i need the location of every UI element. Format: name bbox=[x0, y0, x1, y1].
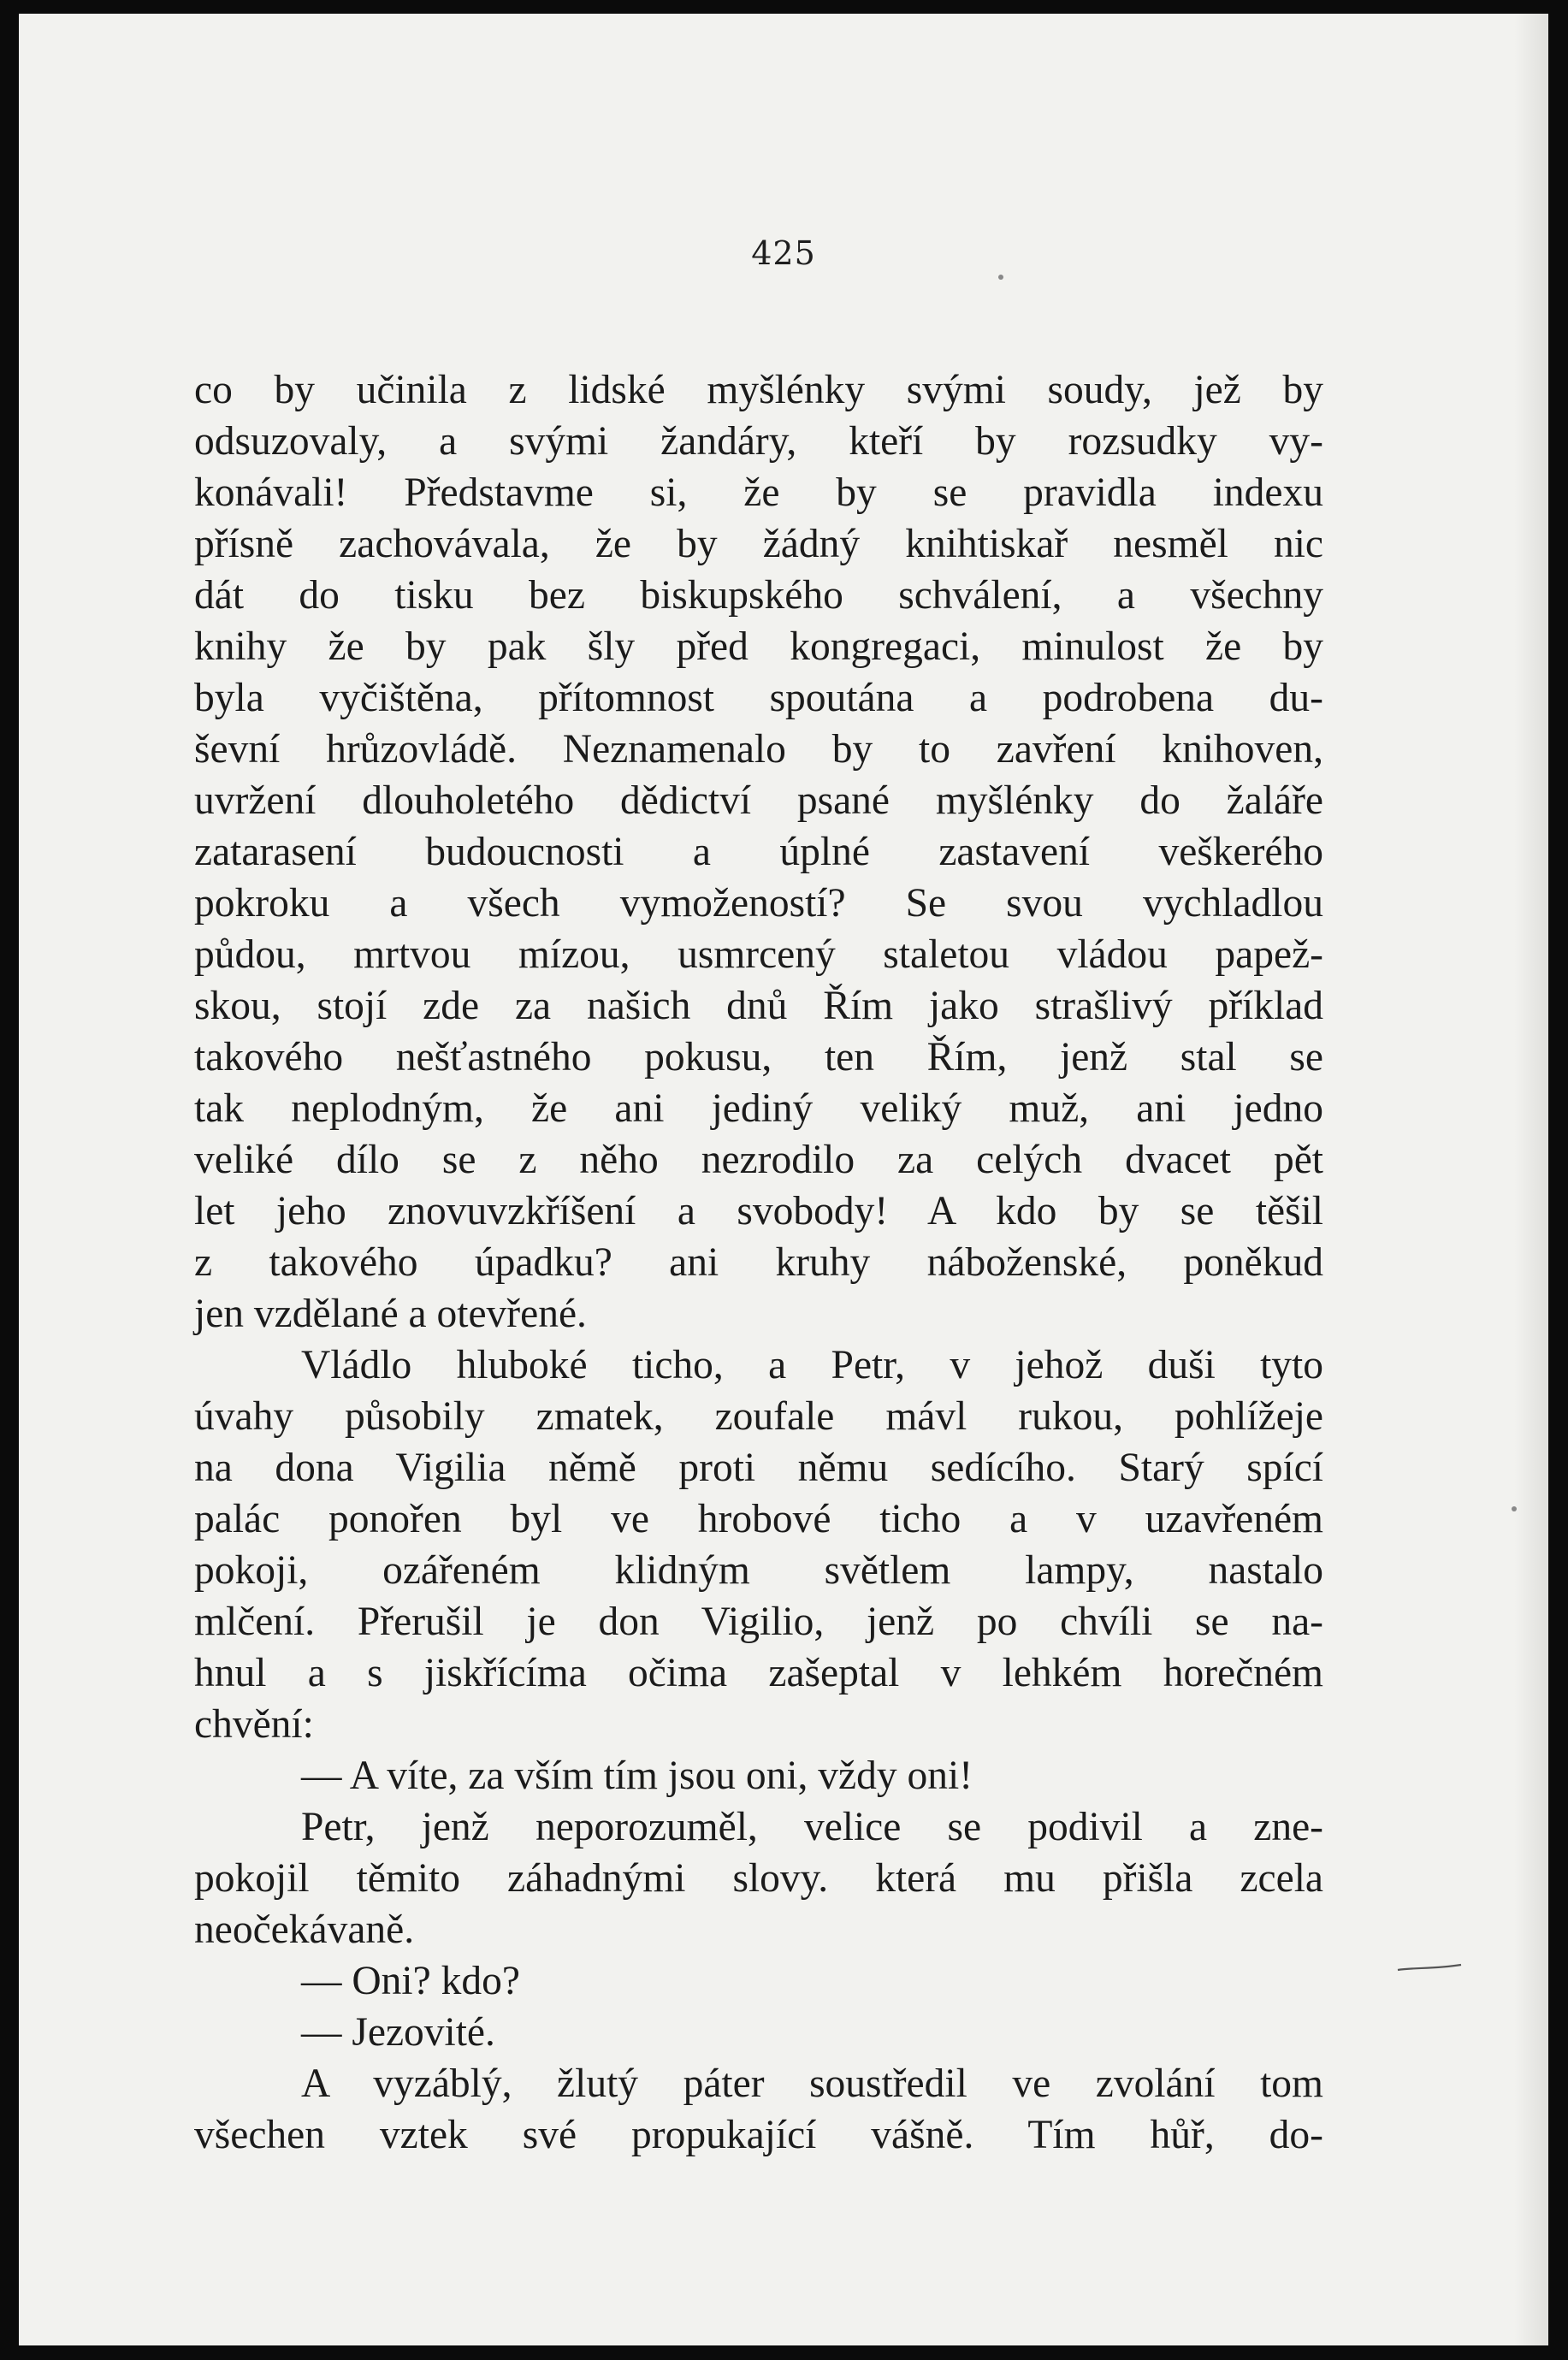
text-line: zatarasení budoucnosti a úplné zastavení veškerého bbox=[194, 830, 1323, 874]
text-line: pokoji, ozářeném klidným světlem lampy, nastalo bbox=[194, 1548, 1323, 1593]
text-line: ševní hrůzovládě. Neznamenalo by to zavření knihoven, bbox=[194, 727, 1323, 772]
text-line: jen vzdělané a otevřené. bbox=[194, 1292, 587, 1336]
text-line: všechen vztek své propukající vášně. Tím hůř, do- bbox=[194, 2113, 1323, 2157]
text-line: byla vyčištěna, přítomnost spoutána a podrobena du- bbox=[194, 676, 1323, 720]
text-line: z takového úpadku? ani kruhy náboženské, poněkud bbox=[194, 1240, 1323, 1285]
dialogue-line: — A víte, za vším tím jsou oni, vždy oni! bbox=[301, 1754, 973, 1798]
page-number: 425 bbox=[751, 234, 816, 272]
text-line: veliké dílo se z něho nezrodilo za celých dvacet pět bbox=[194, 1138, 1323, 1182]
margin-pencil-mark bbox=[1396, 1960, 1464, 1977]
text-line: A vyzáblý, žlutý páter soustředil ve zvolání tom bbox=[301, 2061, 1323, 2106]
text-line: neočekávaně. bbox=[194, 1908, 415, 1952]
text-line: Petr, jenž neporozuměl, velice se podivil a zne- bbox=[301, 1805, 1323, 1849]
text-line: mlčení. Přerušil je don Vigilio, jenž po chvíli se na- bbox=[194, 1600, 1323, 1644]
page-body-text bbox=[194, 364, 1323, 2161]
text-line: knihy že by pak šly před kongregaci, minulost že by bbox=[194, 624, 1323, 669]
print-speck bbox=[998, 275, 1003, 280]
text-line: skou, stojí zde za našich dnů Řím jako strašlivý příklad bbox=[194, 984, 1323, 1028]
text-line: co by učinila z lidské myšlénky svými soudy, jež by bbox=[194, 368, 1323, 412]
text-line: půdou, mrtvou mízou, usmrcený staletou vládou papež- bbox=[194, 932, 1323, 977]
text-line: let jeho znovuvzkříšení a svobody! A kdo by se těšil bbox=[194, 1189, 1323, 1233]
text-line: pokroku a všech vymožeností? Se svou vychladlou bbox=[194, 881, 1323, 926]
dialogue-line: — Oni? kdo? bbox=[301, 1959, 520, 2003]
text-line: chvění: bbox=[194, 1702, 314, 1747]
text-line: tak neplodným, že ani jediný veliký muž, ani jedno bbox=[194, 1086, 1323, 1131]
text-line: odsuzovaly, a svými žandáry, kteří by rozsudky vy- bbox=[194, 419, 1323, 464]
text-line: dát do tisku bez biskupského schválení, a všechny bbox=[194, 573, 1323, 618]
book-page bbox=[19, 14, 1548, 2345]
text-line: na dona Vigilia němě proti němu sedícího. Starý spící bbox=[194, 1446, 1323, 1490]
text-line: přísně zachovávala, že by žádný knihtiskař nesměl nic bbox=[194, 522, 1323, 566]
text-line: Vládlo hluboké ticho, a Petr, v jehož duši tyto bbox=[301, 1343, 1323, 1387]
text-line: hnul a s jiskřícíma očima zašeptal v lehkém horečném bbox=[194, 1651, 1323, 1695]
dialogue-line: — Jezovité. bbox=[301, 2010, 495, 2055]
text-line: takového nešťastného pokusu, ten Řím, jenž stal se bbox=[194, 1035, 1323, 1079]
text-line: pokojil těmito záhadnými slovy. která mu přišla zcela bbox=[194, 1856, 1323, 1901]
text-line: uvržení dlouholetého dědictví psané myšlénky do žaláře bbox=[194, 778, 1323, 823]
page-shadow bbox=[1514, 14, 1548, 2345]
text-line: palác ponořen byl ve hrobové ticho a v uzavřeném bbox=[194, 1497, 1323, 1541]
text-line: úvahy působily zmatek, zoufale mávl rukou, pohlížeje bbox=[194, 1394, 1323, 1439]
print-speck bbox=[1512, 1506, 1517, 1511]
text-line: konávali! Představme si, že by se pravidla indexu bbox=[194, 470, 1323, 515]
